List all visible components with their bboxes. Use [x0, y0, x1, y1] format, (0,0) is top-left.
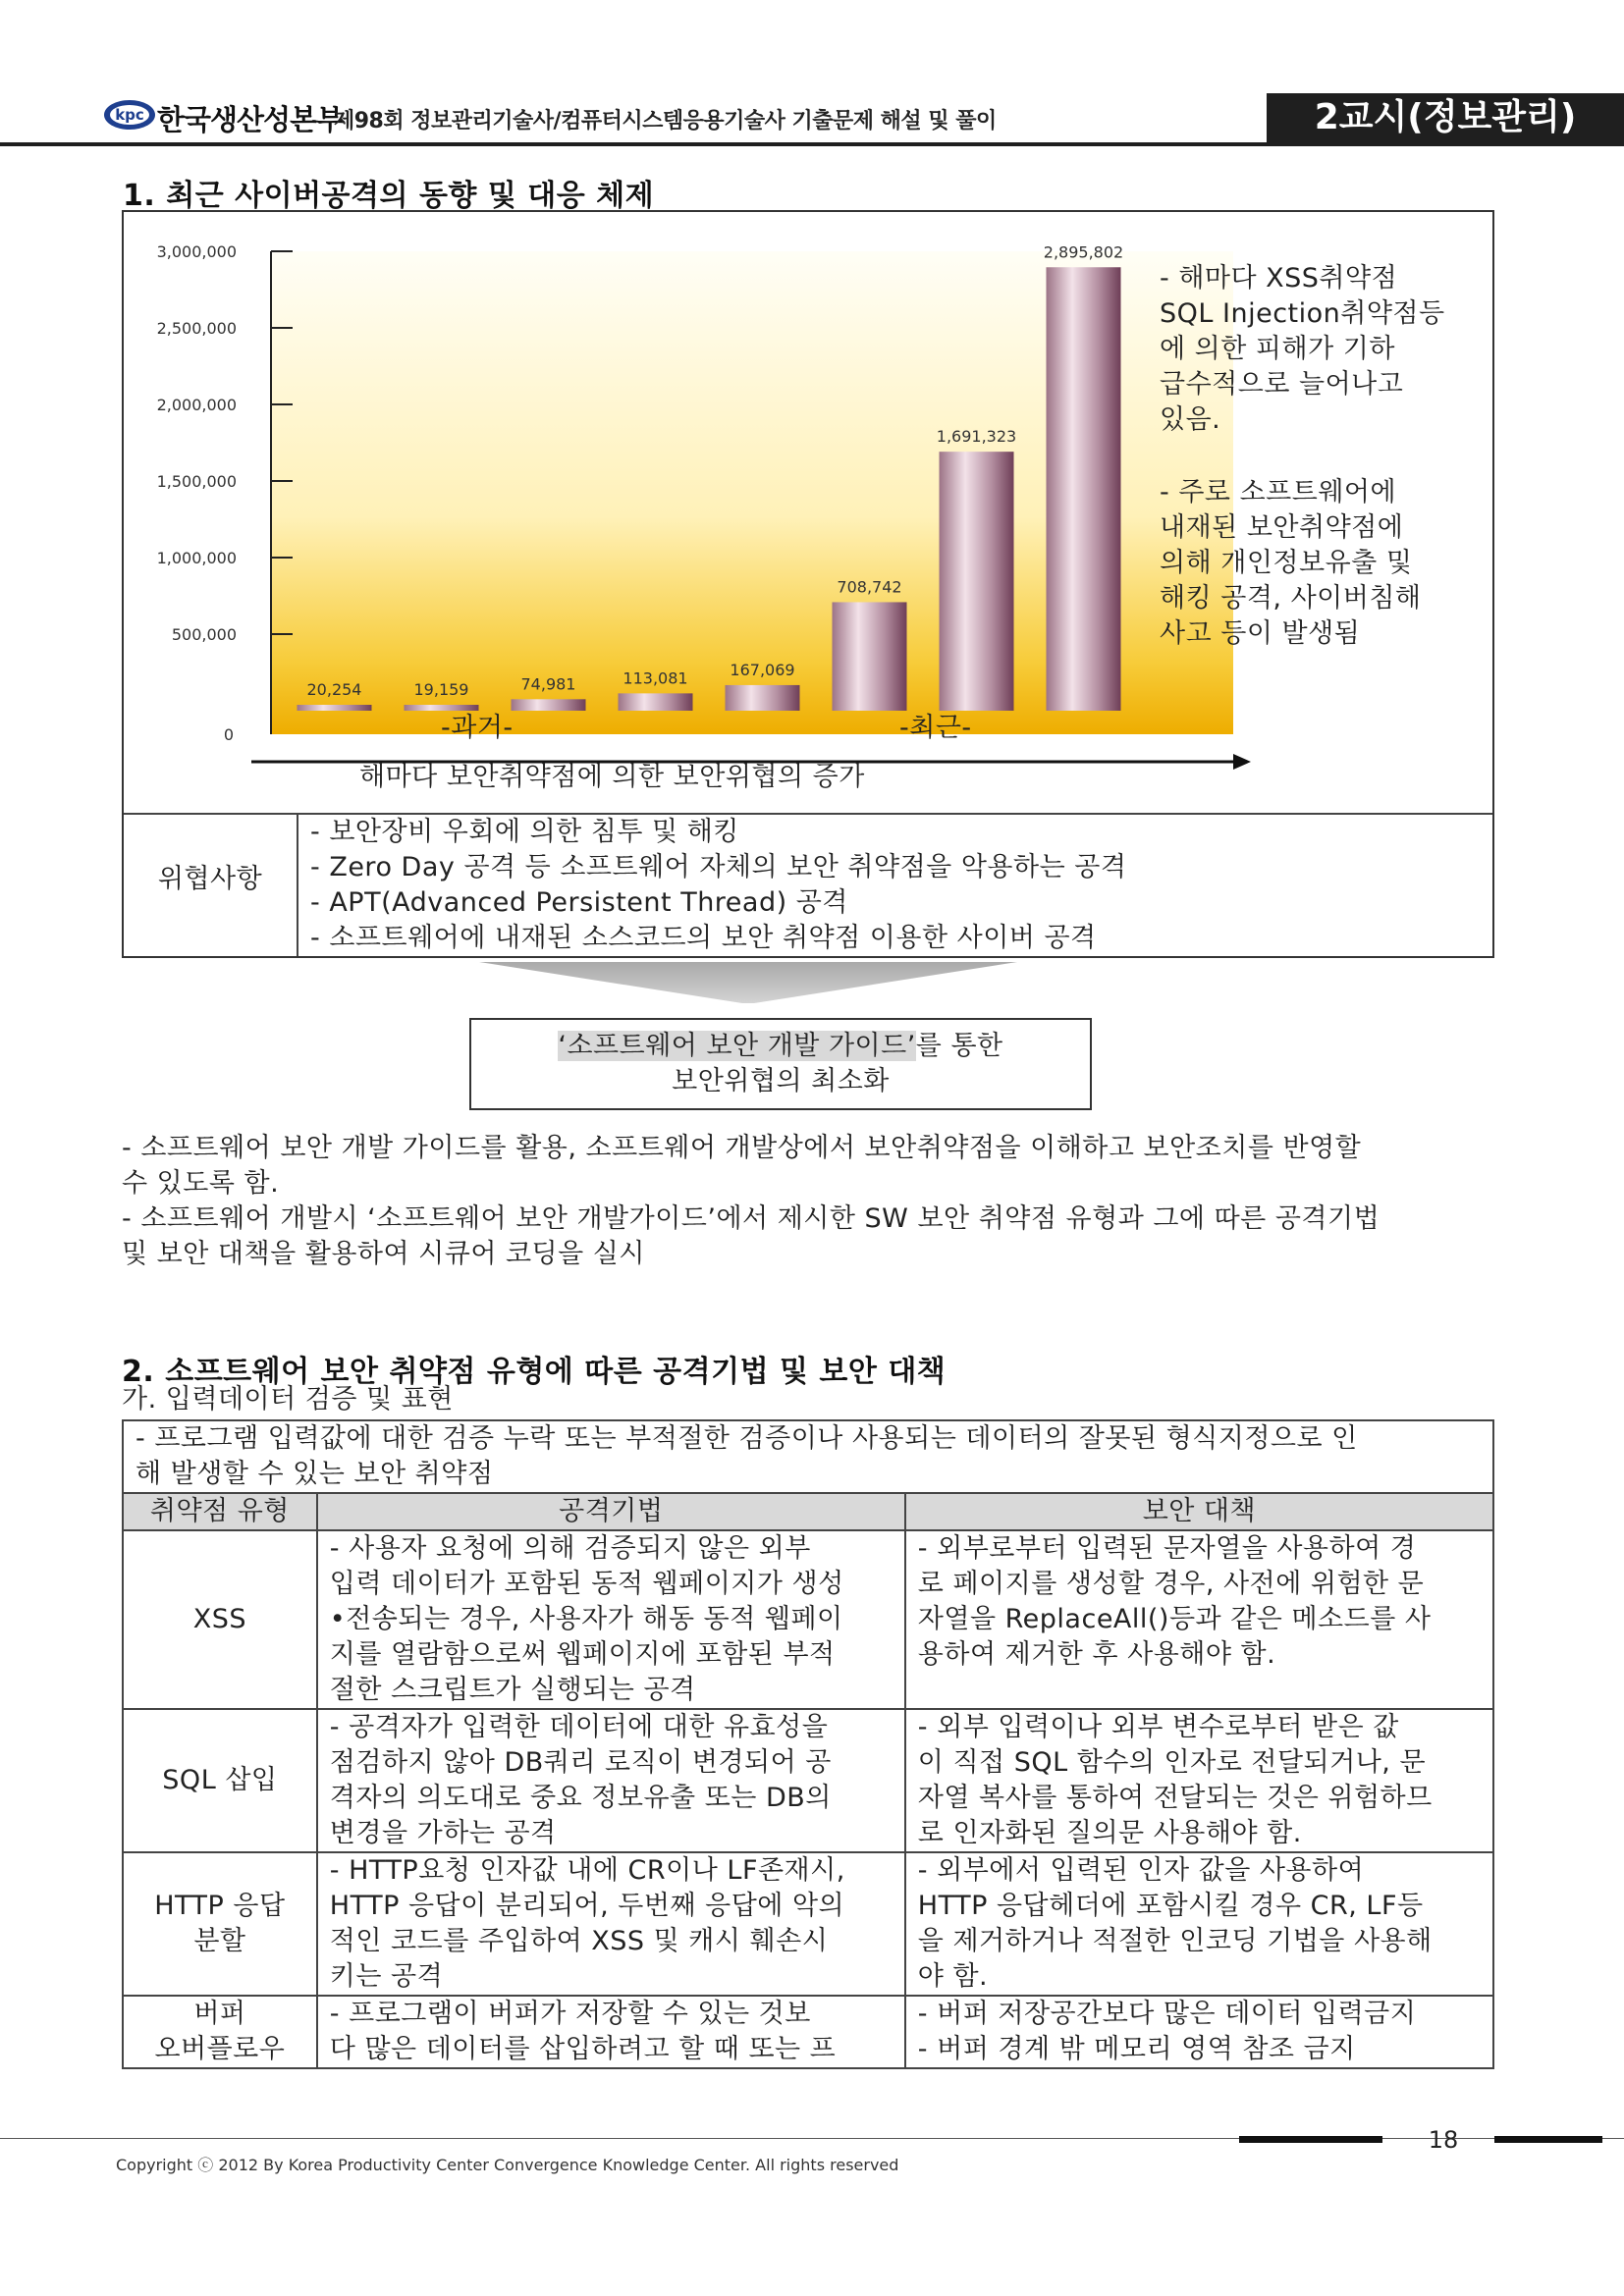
cell-line: 이 직접 SQL 함수의 인자로 전달되거나, 문	[917, 1747, 1427, 1778]
vuln-type	[123, 1996, 317, 2068]
paragraph-2	[122, 1201, 1506, 1272]
kpc-logo	[103, 98, 156, 132]
past-label: -과거-	[441, 713, 514, 743]
cell-line: 을 제거하거나 적절한 인코딩 기법을 사용해	[917, 1926, 1433, 1956]
vuln-type	[123, 1709, 317, 1852]
footer-bar-left	[1239, 2136, 1382, 2143]
paragraph-line: 수 있도록 함.	[122, 1168, 280, 1199]
footer-bar-right	[1494, 2136, 1602, 2143]
guide-line2: 보안위협의 최소화	[672, 1066, 890, 1096]
section2-subtitle: 가. 입력데이터 검증 및 표현	[122, 1384, 454, 1415]
logo-text: kpc	[115, 106, 144, 124]
cell-line: - 버퍼 저장공간보다 많은 데이터 입력금지	[917, 1999, 1417, 2029]
cell-line: HTTP 응답헤더에 포함시킬 경우 CR, LF등	[917, 1891, 1424, 1921]
cell-line: - 공격자가 입력한 데이터에 대한 유효성을	[329, 1712, 829, 1742]
trend-figure-box	[122, 210, 1494, 958]
y-tick-label: 500,000	[171, 625, 237, 644]
table-description	[123, 1420, 1493, 1493]
side-note-line: 사고 등이 발생됨	[1160, 618, 1361, 649]
cell-line: - 외부로부터 입력된 문자열을 사용하여 경	[917, 1533, 1417, 1564]
cell-line: 격자의 의도대로 중요 정보유출 또는 DB의	[329, 1783, 832, 1813]
side-note-2	[1160, 475, 1484, 652]
vuln-type-line: 버퍼	[193, 1999, 246, 2029]
cell-line: 자열 복사를 통하여 전달되는 것은 위험하므	[917, 1783, 1433, 1813]
measure-cell	[905, 1852, 1493, 1996]
document-title: 제98회 정보관리기술사/컴퓨터시스템응용기술사 기출문제 해설 및 풀이	[334, 109, 997, 133]
cell-line: 로 페이지를 생성할 경우, 사전에 위험한 문	[917, 1569, 1425, 1599]
table-row	[123, 1709, 1493, 1852]
y-tick-label: 3,000,000	[156, 242, 237, 261]
vuln-type-line: SQL 삽입	[162, 1765, 278, 1795]
bar-value-label: 2,895,802	[1043, 242, 1124, 262]
cell-line: 키는 공격	[329, 1961, 444, 1992]
vuln-type	[123, 1852, 317, 1996]
vulnerability-table	[122, 1419, 1494, 2069]
cell-line: - 사용자 요청에 의해 검증되지 않은 외부	[329, 1533, 811, 1564]
chart-bar	[833, 602, 907, 711]
cell-line: •전송되는 경우, 사용자가 해동 동적 웹페이	[329, 1604, 843, 1634]
side-note-line: 내재된 보안취약점에	[1160, 512, 1404, 543]
chart-bar	[726, 685, 800, 711]
col-header-attack: 공격기법	[317, 1493, 905, 1530]
vuln-type	[123, 1530, 317, 1709]
vuln-type-line: XSS	[192, 1604, 247, 1634]
side-note-line: - 해마다 XSS취약점	[1160, 263, 1398, 294]
cell-line: 변경을 가하는 공격	[329, 1818, 557, 1848]
org-name: 한국생산성본부	[157, 103, 344, 136]
divider	[297, 813, 298, 956]
bar-value-label: 113,081	[623, 668, 688, 688]
cell-line: - HTTP요청 인자값 내에 CR이나 LF존재시,	[329, 1855, 845, 1886]
cell-line: - 프로그램이 버퍼가 저장할 수 있는 것보	[329, 1999, 811, 2029]
chart-bar	[619, 693, 693, 711]
guide-line1-rest: 를 통한	[915, 1031, 1003, 1061]
attack-cell	[317, 1852, 905, 1996]
side-note-line: 해킹 공격, 사이버침해	[1160, 583, 1422, 614]
threat-list	[310, 815, 1489, 956]
attack-cell	[317, 1996, 905, 2068]
trend-caption: 해마다 보안취약점에 의한 보안위협의 증가	[359, 762, 865, 792]
bar-value-label: 167,069	[730, 660, 795, 679]
attack-cell	[317, 1530, 905, 1709]
col-header-type: 취약점 유형	[123, 1493, 317, 1530]
table-row	[123, 1852, 1493, 1996]
side-note-line: 에 의한 피해가 기하	[1160, 334, 1395, 364]
bar-value-label: 20,254	[306, 680, 362, 699]
cell-line: 용하여 제거한 후 사용해야 함.	[917, 1639, 1276, 1670]
col-header-measure: 보안 대책	[905, 1493, 1493, 1530]
cell-line: 점검하지 않아 DB쿼리 로직이 변경되어 공	[329, 1747, 832, 1778]
cell-line: 야 함.	[917, 1961, 989, 1992]
side-note-line: 급수적으로 늘어나고	[1160, 369, 1404, 400]
chart-bar	[512, 699, 586, 711]
paragraph-line: - 소프트웨어 보안 개발 가이드를 활용, 소프트웨어 개발상에서 보안취약점을 이해하고 보안조치를 반영할	[122, 1133, 1362, 1163]
table-header-row	[123, 1493, 1493, 1530]
bar-value-label: 1,691,323	[936, 427, 1017, 447]
table-row	[123, 1996, 1493, 2068]
cell-line: 절한 스크립트가 실행되는 공격	[329, 1675, 696, 1705]
side-note-line: 의해 개인정보유출 및	[1160, 548, 1413, 578]
vuln-type-line: 오버플로우	[154, 2034, 286, 2064]
measure-cell	[905, 1530, 1493, 1709]
threat-label: 위협사항	[157, 864, 263, 894]
paragraph-line: - 소프트웨어 개발시 ‘소프트웨어 보안 개발가이드’에서 제시한 SW 보안 취약점 유형과 그에 따른 공격기법	[122, 1203, 1380, 1234]
session-badge: 2교시(정보관리)	[1267, 93, 1624, 142]
guide-box	[469, 1018, 1092, 1110]
desc-line: - 프로그램 입력값에 대한 검증 누락 또는 부적절한 검증이나 사용되는 데이터의 잘못된 형식지정으로 인	[135, 1423, 1358, 1454]
cell-line: 로 인자화된 질의문 사용해야 함.	[917, 1818, 1302, 1848]
threat-item: - 보안장비 우회에 의한 침투 및 해킹	[310, 817, 739, 847]
threat-item: - Zero Day 공격 등 소프트웨어 자체의 보안 취약점을 악용하는 공격	[310, 852, 1127, 882]
cell-line: - 버퍼 경계 밖 메모리 영역 참조 금지	[917, 2034, 1356, 2064]
table-row	[123, 1530, 1493, 1709]
bar-value-label: 74,981	[520, 674, 576, 694]
measure-cell	[905, 1996, 1493, 2068]
side-note-line: 있음.	[1160, 404, 1221, 435]
y-tick-label: 2,500,000	[156, 319, 237, 338]
threat-item: - 소프트웨어에 내재된 소스코드의 보안 취약점 이용한 사이버 공격	[310, 923, 1097, 953]
paragraph-line: 및 보안 대책을 활용하여 시큐어 코딩을 실시	[122, 1239, 645, 1269]
threat-item: - APT(Advanced Persistent Thread) 공격	[310, 887, 848, 918]
cell-line: HTTP 응답이 분리되어, 두번째 응답에 악의	[329, 1891, 845, 1921]
funnel-arrow	[479, 962, 1017, 1005]
cell-line: 입력 데이터가 포함된 동적 웹페이지가 생성	[329, 1569, 844, 1599]
section2-title: 2. 소프트웨어 보안 취약점 유형에 따른 공격기법 및 보안 대책	[122, 1355, 947, 1389]
vuln-type-line: 분할	[193, 1926, 246, 1956]
chart-bar	[298, 705, 372, 711]
section1-title: 1. 최근 사이버공격의 동향 및 대응 체제	[123, 179, 655, 213]
chart-bar	[940, 452, 1014, 711]
cell-line: 자열을 ReplaceAll()등과 같은 메소드를 사	[917, 1604, 1432, 1634]
recent-label: -최근-	[899, 713, 972, 743]
cell-line: - 외부에서 입력된 인자 값을 사용하여	[917, 1855, 1365, 1886]
y-tick-label: 1,000,000	[156, 549, 237, 567]
side-note-line: - 주로 소프트웨어에	[1160, 477, 1397, 507]
side-note-line: SQL Injection취약점등	[1160, 298, 1445, 329]
y-tick-label: 1,500,000	[156, 472, 237, 491]
y-tick-label: 2,000,000	[156, 396, 237, 414]
copyright-text: Copyright ⓒ 2012 By Korea Productivity Center Convergence Knowledge Center. All rights reserved	[116, 2156, 899, 2174]
attack-trend-chart	[124, 212, 1253, 801]
cell-line: 적인 코드를 주입하여 XSS 및 캐시 훼손시	[329, 1926, 829, 1956]
measure-cell	[905, 1709, 1493, 1852]
cell-line: 다 많은 데이터를 삽입하려고 할 때 또는 프	[329, 2034, 837, 2064]
page-number: 18	[1428, 2126, 1459, 2154]
cell-line: - 외부 입력이나 외부 변수로부터 받은 값	[917, 1712, 1399, 1742]
desc-line: 해 발생할 수 있는 보안 취약점	[135, 1459, 494, 1489]
guide-highlight: ‘소프트웨어 보안 개발 가이드’	[558, 1031, 916, 1061]
y-tick-label: 0	[223, 725, 234, 744]
header-rule	[0, 142, 1624, 146]
cell-line: 지를 열람함으로써 웹페이지에 포함된 부적	[329, 1639, 836, 1670]
chart-bar	[1047, 267, 1121, 711]
bar-value-label: 19,159	[413, 680, 469, 699]
attack-cell	[317, 1709, 905, 1852]
vuln-type-line: HTTP 응답	[154, 1891, 286, 1921]
paragraph-1	[122, 1131, 1506, 1201]
side-note-1	[1160, 261, 1484, 438]
bar-value-label: 708,742	[837, 577, 902, 597]
